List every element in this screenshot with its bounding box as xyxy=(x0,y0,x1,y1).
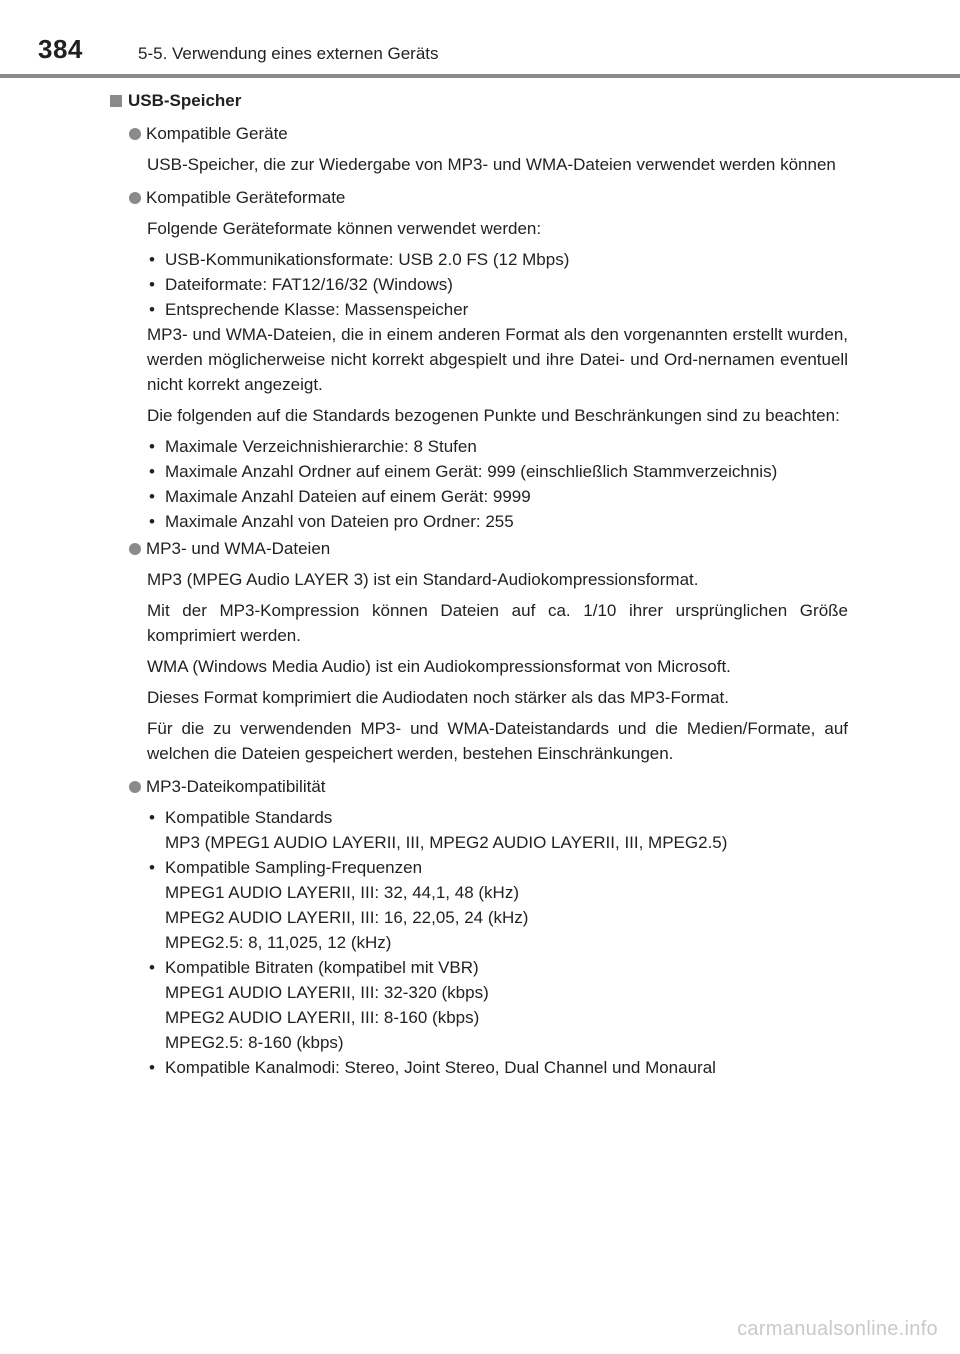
device-formats-intro: Folgende Geräteformate können verwendet werden: xyxy=(147,219,542,238)
device-formats-note: MP3- und WMA-Dateien, die in einem anderen Format als den vorgenannten erstellt wurden, werden möglicherweise nicht korrekt abgespielt und ihre Datei- und Ord-nernamen eventuell nicht korrekt angezeigt. xyxy=(147,325,848,394)
list-item: • Maximale Anzahl Dateien auf einem Gerät: 9999 xyxy=(147,484,848,509)
list-item: • Kompatible Standards MP3 (MPEG1 AUDIO LAYERII, III, MPEG2 AUDIO LAYERII, III, MPEG2.5) xyxy=(147,805,848,855)
subheading-mp3-wma: MP3- und WMA-Dateien xyxy=(129,536,848,561)
limits-intro: Die folgenden auf die Standards bezogenen Punkte und Beschränkungen sind zu beachten: xyxy=(147,406,840,425)
circle-bullet-icon xyxy=(129,128,141,140)
mp3-wma-paragraph: Mit der MP3-Kompression können Dateien auf ca. 1/10 ihrer ursprünglichen Größe komprimiert werden. xyxy=(147,601,848,645)
device-formats-list xyxy=(147,247,848,322)
compatible-devices-text: USB-Speicher, die zur Wiedergabe von MP3- und WMA-Dateien verwendet werden können xyxy=(147,155,836,174)
subheading-device-formats: Kompatible Geräteformate xyxy=(129,185,848,210)
list-item: • Entsprechende Klasse: Massenspeicher xyxy=(147,297,848,322)
list-item: • Maximale Anzahl von Dateien pro Ordner: 255 xyxy=(147,509,848,534)
mp3-wma-paragraph: MP3 (MPEG Audio LAYER 3) ist ein Standard-Audiokompressionsformat. xyxy=(147,570,699,589)
list-item: • USB-Kommunikationsformate: USB 2.0 FS (12 Mbps) xyxy=(147,247,848,272)
section-title: USB-Speicher xyxy=(128,91,242,110)
section-heading xyxy=(110,88,848,113)
list-item: • Kompatible Kanalmodi: Stereo, Joint Stereo, Dual Channel und Monaural xyxy=(147,1055,848,1080)
header-divider xyxy=(0,74,960,78)
list-item: • Kompatible Sampling-Frequenzen MPEG1 AUDIO LAYERII, III: 32, 44,1, 48 (kHz) MPEG2 AUDIO LAYERII, III: 16, 22,05, 24 (kHz) MPEG2.5: 8, 11,025, 12 (kHz) xyxy=(147,855,848,955)
list-item: • Dateiformate: FAT12/16/32 (Windows) xyxy=(147,272,848,297)
list-item: • Maximale Anzahl Ordner auf einem Gerät: 999 (einschließlich Stammverzeichnis) xyxy=(147,459,848,484)
limits-list xyxy=(147,434,848,534)
page-number: 384 xyxy=(38,34,83,64)
circle-bullet-icon xyxy=(129,781,141,793)
circle-bullet-icon xyxy=(129,192,141,204)
list-item: • Kompatible Bitraten (kompatibel mit VBR) MPEG1 AUDIO LAYERII, III: 32-320 (kbps) MPEG2 AUDIO LAYERII, III: 8-160 (kbps) MPEG2.5: 8-160 (kbps) xyxy=(147,955,848,1055)
mp3-compat-list xyxy=(147,805,848,1080)
square-bullet-icon xyxy=(110,95,122,107)
circle-bullet-icon xyxy=(129,543,141,555)
subheading-mp3-compat: MP3-Dateikompatibilität xyxy=(129,774,848,799)
mp3-wma-paragraph: WMA (Windows Media Audio) ist ein Audiokompressionsformat von Microsoft. xyxy=(147,657,731,676)
subheading-compatible-devices: Kompatible Geräte xyxy=(129,121,848,146)
page-content xyxy=(110,88,848,1080)
mp3-wma-paragraph: Für die zu verwendenden MP3- und WMA-Dateistandards und die Medien/Formate, auf welchen die Dateien gespeichert werden, bestehen Einschränkungen. xyxy=(147,719,848,763)
mp3-wma-paragraph: Dieses Format komprimiert die Audiodaten noch stärker als das MP3-Format. xyxy=(147,688,730,707)
page-header xyxy=(0,0,960,80)
chapter-title: 5-5. Verwendung eines externen Geräts xyxy=(138,44,439,63)
list-item: • Maximale Verzeichnishierarchie: 8 Stufen xyxy=(147,434,848,459)
watermark: carmanualsonline.info xyxy=(737,1318,938,1340)
